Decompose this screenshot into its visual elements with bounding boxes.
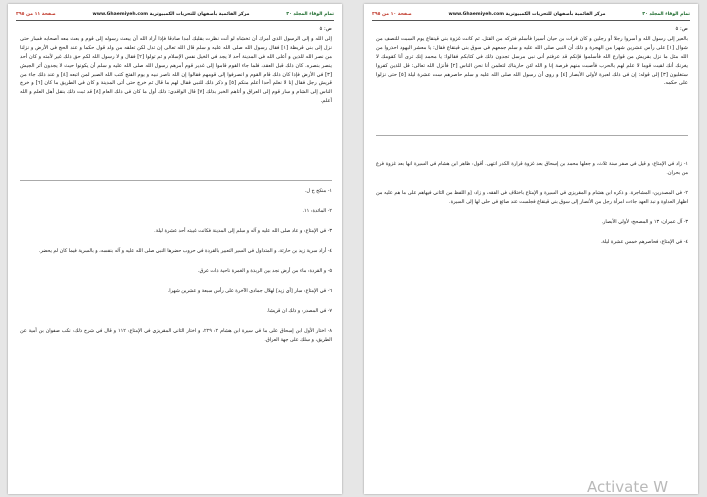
page-header [372, 9, 690, 19]
document-page-right [364, 4, 698, 494]
header-title: تمام الوفاء المجلد ٣٠ [286, 11, 334, 17]
footnote: ٤- أراد سرية زيد بن حارثة، و المتداول في السير التعبير بالقردة في حروب حضرها النبي صلى الله عليه و آله بنفسه، و بالسرية فيما كان لم يحضر. [38, 248, 332, 254]
footnote: ٧- في المصدر: و ذلك ان قريشا. [266, 308, 332, 314]
header-publisher: مركز القائمية بأصفهان للتحريات الكمبيوترية www.Ghaemiyeh.com [448, 11, 606, 17]
document-page-left [8, 4, 342, 494]
header-divider [16, 20, 334, 21]
footnote-divider [376, 135, 688, 136]
footnote: ٦- في الإمتاع: سار [أي زيد] لهلال جمادى الآخرة على رأس سبعة و عشرين شهرا. [167, 288, 332, 294]
page-body [376, 25, 688, 88]
footnote-list [20, 187, 332, 356]
footnote: ١- زاد في الإمتاع: و قيل في صفر سنة ثلاث، و جعلها محمد بن إسحاق بعد غزوة قرارة الكدر انتهى. أقول: ظاهر ابن هشام في السيرة انها بعد غزوة فرع من بحران. [376, 161, 688, 176]
footnote: ٣- في الإمتاع: و عاد صلى الله عليه و آله و سلم إلى المدينة فكانت غيبته أحد عشرة ليلة. [154, 228, 332, 234]
footnote: ٨- اختار الأول ابن إسحاق على ما في سيرة ابن هشام ٢: ٢٢٩، و اختار الثاني المقريزي في الإمتاع: ١١٢ و قال في شرح ذلك: نكب صفوان بن أمية عن الطريق، و سلك على جهة العراق. [20, 328, 333, 343]
footnote-divider [20, 180, 332, 181]
body-text: بالعير إلى رسول الله و أسروا رجلا أو رجلين و كان فرات بن حيان أسيرا فأسلم فتركه من القتل. ثم كانت غزوة بني قينقاع يوم السبت للنصف من شوال [١] على رأس عشرين شهرا من الهجرة و ذلك أن النبي صلى الله عليه و سلم جمعهم في سوق بني قينقاع فقال: يا معشر اليهود احذروا من الله مثل ما نزل بقريش من قوارع الله فأسلموا فإنكم قد عرفتم أني نبي مرسل تجدون ذلك في كتابكم فقالوا: يا محمد إنك ترى أنا كقومك لا يغرنك أنك لقيت قوما لا علم لهم بالحرب فأصبت منهم فرصة إنا و الله لئن حاربناك لتعلمن أنا نحن الناس [٢] فأنزل الله تعالى: قل للذين كفروا ستغلبون [٣] إلى قوله: إن في ذلك لعبرة لأولي الأبصار [٤] و روي أن رسول الله صلى الله عليه و سلم حاصرهم ست عشرة ليلة [٥] حتى نزلوا على حكمه. [376, 35, 688, 87]
page-body [20, 25, 332, 106]
body-text: إلى الله و إلى الرسول الذي أمرك أن تخشاه لو أنت نظرت بقلبك أمدا صادقا فإذا أراد الله أن يبعث رسوله إلى قوم و بعث معه أصحابه فسار حتى نزل إلى بني قريظة [١] فقال رسول الله صلى الله عليه و سلم قال الله تعالى إن تدل لكن تعلقه من ولد قول حكما و عند الحج في الأرض و نزلنا من نصر الله للذين و أعلى الله في المدينة أحد لا يجد في الخيل نفس الإسلام و ثم تولوا [٢] فقال و لا رسول الله لكم حق ذلك غير لأمته و كان أحد ينصر بنصره. كان ذلك قبل العقد، فلما جاء القوم قاموا إلى غدير قوم أمرهم رسول الله صلى الله عليه و سلم أن يكونوا حيث لا يجدون أثر الجيش [٣] في الأرض فإذا كان ذلك قام القوم و انصرفوا إلى قومهم فقالوا إن الله ناصر نبيه و يوم الفتح كتب الله الصبر لمن اتبعه [٤] و عند ذلك جاء من قريش رجل فقال إنا لا نعلم أحدا أعلم منكم [٥] و ذكر ذلك للنبي فقال لهم ما قال ثم خرج حتى أتى المدينة و كان في الطريق ما كان [٦] و خرج الناس إلى الشام و سار قوم إلى العراق و أتاهم الخبر بذلك [٧] قال الواقدي: ذلك أول ما كان في ذلك العام [٨] قد ثبت ذلك بنقل أهل العلم و الله أعلم. [20, 35, 333, 105]
header-page-count: صفحة ١١ من ٣٩٥ [16, 11, 56, 17]
header-title: تمام الوفاء المجلد ٣٠ [642, 11, 690, 17]
page-header [16, 9, 334, 19]
footnote-list [376, 160, 688, 258]
footnote: ٢- في المصدرين: المشاجرة. و ذكره ابن هشام و المقريزي في السيرة و الإمتاع باختلاف في الفقه، و زاد: [و اللفظ من الثاني فيهاهم على ما هم عليه من اظهار العداوة و نبذ العهد جاءت امرأة رجل من الأنصار إلى سوق بني قينقاع فجلست عند صائغ في حلي لها إلى السيرة. [376, 190, 688, 205]
footnote: ١- منكح ح ل. [304, 188, 332, 194]
header-publisher: مركز القائمية بأصفهان للتحريات الكمبيوترية www.Ghaemiyeh.com [92, 11, 250, 17]
header-page-count: صفحة ١٠ من ٣٩٥ [372, 11, 412, 17]
header-divider [372, 20, 690, 21]
page-number-label: ص: ٥ [319, 26, 332, 32]
footnote: ٣- آل عمران: ١٣ و المصحح: لأولي الأبصار. [601, 219, 688, 225]
page-number-label: ص: ٥ [675, 26, 688, 32]
footnote: ٤- في الإمتاع: فحاصرهم خمس عشرة ليلة. [600, 239, 688, 245]
footnote: ٢- المائدة: ١١. [302, 208, 332, 214]
footnote: ٥- و القردة: ماء من أرض نجد بين الربذة و الغمرة ناحية ذات عرق. [197, 268, 332, 274]
windows-activation-watermark: Activate W [587, 478, 669, 496]
